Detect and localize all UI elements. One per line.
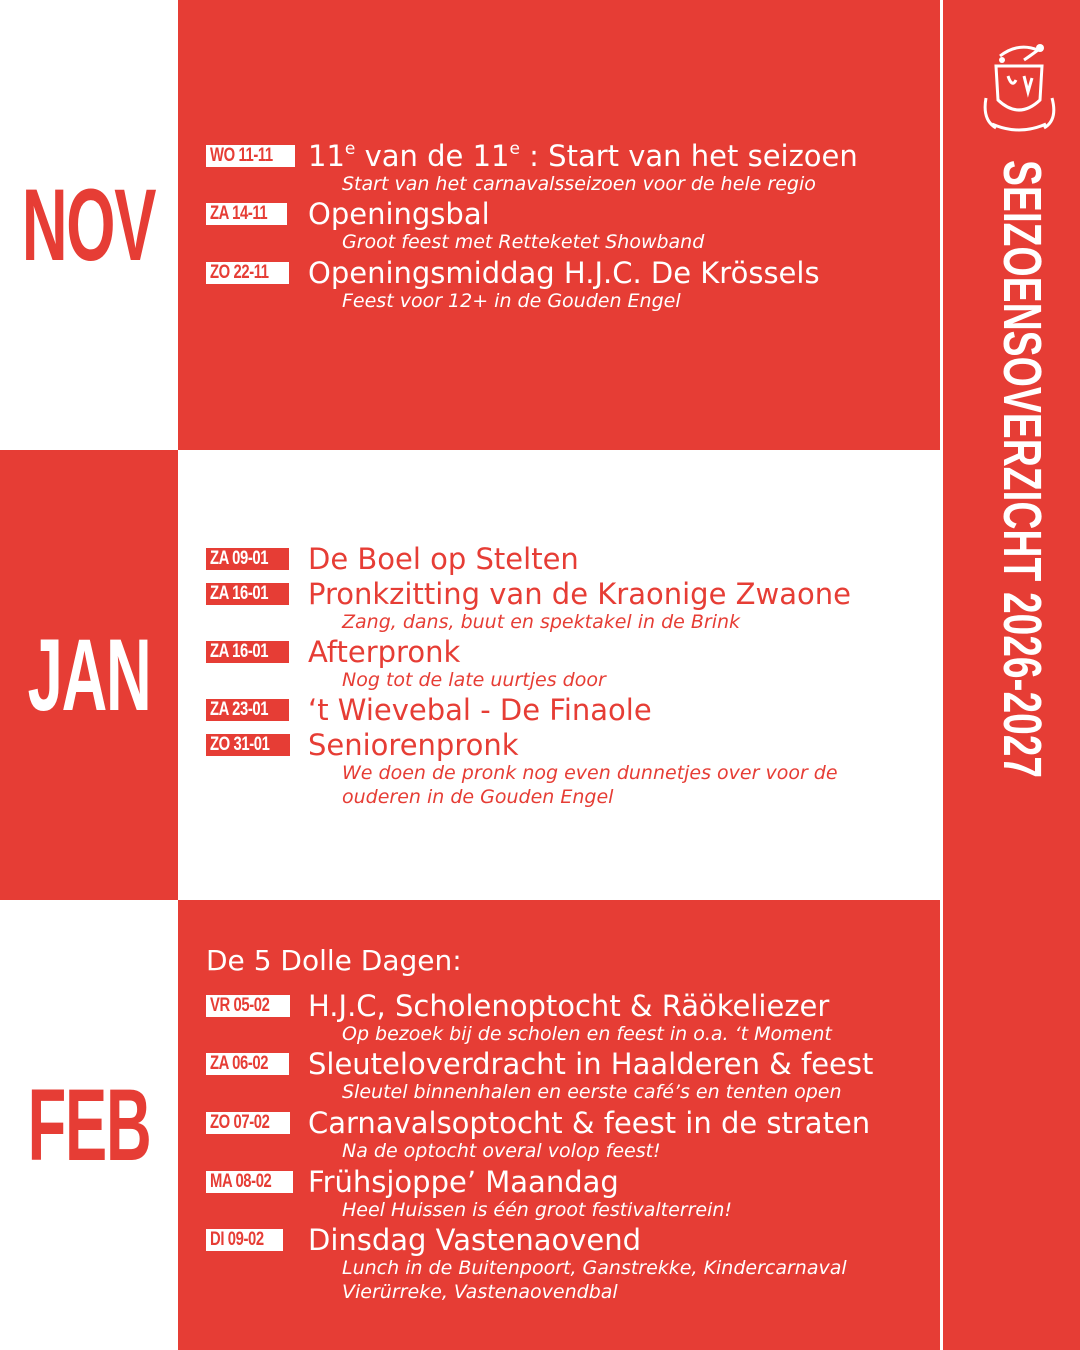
month-label-nov: NOV — [22, 167, 156, 282]
panel-nov — [178, 0, 940, 450]
event-subtitle: Feest voor 12+ in de Gouden Engel — [342, 290, 681, 312]
event-title: De Boel op Stelten — [308, 542, 579, 576]
date-badge: DI 09-02 — [206, 1229, 283, 1251]
event-title: Openingsbal — [308, 197, 490, 231]
event-title: Afterpronk — [308, 635, 461, 669]
event-subtitle: Start van het carnavalsseizoen voor de hele regio — [342, 173, 816, 195]
event-title: Sleuteloverdracht in Haalderen & feest — [308, 1047, 874, 1081]
month-cell-jan — [0, 450, 178, 900]
date-badge: WO 11-11 — [206, 145, 295, 167]
event-title: 11e van de 11e : Start van het seizoen — [308, 139, 858, 173]
section-heading-dolle-dagen: De 5 Dolle Dagen: — [206, 944, 462, 977]
event-title: H.J.C, Scholenoptocht & Räökeliezer — [308, 989, 830, 1023]
date-badge: VR 05-02 — [206, 995, 290, 1017]
month-cell-nov — [0, 0, 178, 450]
event-title: Dinsdag Vastenaovend — [308, 1223, 642, 1257]
date-badge: ZA 06-02 — [206, 1053, 289, 1075]
event-subtitle-line2: Vierürreke, Vastenaovendbal — [342, 1281, 618, 1303]
date-badge: ZA 14-11 — [206, 203, 287, 225]
event-subtitle: Op bezoek bij de scholen en feest in o.a. ‘t Moment — [342, 1023, 832, 1045]
date-badge: ZO 07-02 — [206, 1112, 290, 1134]
date-badge: ZA 09-01 — [206, 548, 289, 570]
date-badge: ZO 31-01 — [206, 734, 290, 756]
event-subtitle: Sleutel binnenhalen en eerste café’s en tenten open — [342, 1081, 842, 1103]
event-title: Carnavalsoptocht & feest in de straten — [308, 1106, 871, 1140]
month-label-jan: JAN — [27, 617, 151, 732]
date-badge: MA 08-02 — [206, 1171, 293, 1193]
date-badge: ZO 22-11 — [206, 262, 289, 284]
event-subtitle: Nog tot de late uurtjes door — [342, 669, 606, 691]
month-label-feb: FEB — [27, 1067, 151, 1182]
event-subtitle: Na de optocht overal volop feest! — [342, 1140, 661, 1162]
date-badge: ZA 16-01 — [206, 641, 289, 663]
month-cell-feb — [0, 900, 178, 1350]
event-title: Pronkzitting van de Kraonige Zwaone — [308, 577, 851, 611]
side-bar — [940, 0, 1080, 1350]
event-title: ‘t Wievebal - De Finaole — [308, 693, 652, 727]
event-subtitle: Zang, dans, buut en spektakel in de Brink — [342, 611, 741, 633]
event-title: Openingsmiddag H.J.C. De Krössels — [308, 256, 820, 290]
event-subtitle: Lunch in de Buitenpoort, Ganstrekke, Kindercarnaval — [342, 1257, 847, 1279]
event-subtitle: We doen de pronk nog even dunnetjes over voor de — [342, 762, 838, 784]
date-badge: ZA 23-01 — [206, 699, 289, 721]
event-title: Frühsjoppe’ Maandag — [308, 1165, 619, 1199]
event-subtitle: Heel Huissen is één groot festivalterrein! — [342, 1199, 733, 1221]
carnival-crest-logo-icon — [978, 40, 1060, 135]
event-subtitle: Groot feest met Retteketet Showband — [342, 231, 705, 253]
event-title: Seniorenpronk — [308, 728, 519, 762]
season-title: SEIZOENSOVERZICHT 2026-2027 — [992, 160, 1052, 778]
date-badge: ZA 16-01 — [206, 583, 289, 605]
event-subtitle-line2: ouderen in de Gouden Engel — [342, 786, 614, 808]
side-title-wrap — [953, 160, 1073, 920]
